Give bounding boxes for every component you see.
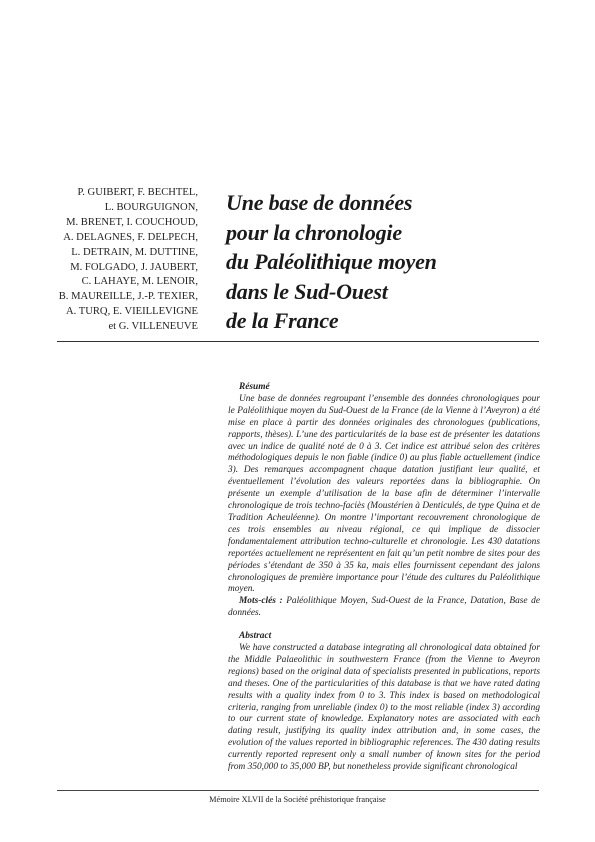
- title-line: pour la chronologie: [226, 219, 402, 245]
- author-line: B. MAUREILLE, J.-P. TEXIER,: [58, 291, 198, 303]
- title-line: Une base de données: [226, 190, 413, 215]
- abstract-text: We have constructed a database integrating all chronological data obtained for the Middle Palaeolithic in southwestern France (from the Vienne to Aveyron regions) based on the original data of specialists presented in publications, reports and theses. One of the particularities of this database is that we have rated dating results with a quality index from 0 to 3. This index is based on methodological criteria, ranging from unreliable (index 0) to the most reliable (index 3) according to our current state of knowledge. Explanatory notes are associated with each dating result, justifying its quality index attribution and, in some cases, the evolution of the values reported in bibliographic references. The 430 dating results currently reported represent only a small number of known sites for the period from 350,000 to 35,000 BP, but nonetheless provide significant chronological: [228, 643, 540, 773]
- author-line: M. FOLGADO, J. JAUBERT,: [70, 261, 198, 273]
- author-line: et G. VILLENEUVE: [108, 321, 198, 333]
- author-list: [40, 186, 198, 335]
- section-gap: [228, 620, 540, 631]
- title-line: dans le Sud-Ouest: [226, 278, 388, 304]
- keywords-label: Mots-clés :: [239, 596, 283, 607]
- journal-footer: Mémoire XLVII de la Société préhistorique française: [209, 795, 386, 804]
- title-line: du Paléolithique moyen: [226, 249, 437, 274]
- keywords-text: Paléolithique Moyen, Sud-Ouest de la France, Datation, Base de données.: [228, 596, 540, 619]
- title-line: de la France: [226, 308, 339, 333]
- author-line: A. DELAGNES, F. DELPECH,: [63, 231, 198, 243]
- author-line: L. BOURGUIGNON,: [104, 201, 198, 213]
- abstract-column: [228, 382, 540, 774]
- author-line: C. LAHAYE, M. LENOIR,: [81, 276, 198, 288]
- article-title: [226, 188, 566, 336]
- keywords-paragraph: [228, 596, 540, 620]
- footer-divider: [57, 790, 539, 791]
- author-line: M. BRENET, I. COUCHOUD,: [66, 216, 198, 228]
- author-line: P. GUIBERT, F. BECHTEL,: [77, 187, 198, 198]
- author-line: L. DETRAIN, M. DUTTINE,: [71, 246, 198, 258]
- resume-text: Une base de données regroupant l’ensemble des données chronologiques pour le Paléolithique moyen du Sud-Ouest de la France (de la Vienne à l’Aveyron) a été mise en place à partir des données originales des chronologues (publications, rapports, thèses). L’une des particularités de la base est de présenter les datations avec un indice de qualité noté de 0 à 3. Cet indice est attribué selon des critères méthodologiques depuis le non fiable (indice 0) au plus fiable actuellement (indice 3). Des remarques accompagnent chaque datation justifiant leur qualité, et éventuellement l’évolution des valeurs reportées dans la bibliographie. On présente un exemple d’utilisation de la base afin de déterminer l’intervalle chronologique de trois techno-faciès (Moustérien à Denticulés, de type Quina et de Tradition Acheuléenne). On montre l’important recouvrement chronologique de ces trois ensembles au niveau régional, ce qui implique de dissocier fondamentalement attribution techno-culturelle et chronologie. Les 430 datations reportées actuellement ne représentent en fait qu’un petit nombre de sites pour des périodes s’étendant de 350 à 35 ka, mais elles fournissent cependant des jalons chronologiques de première importance pour l’étude des cultures du Paléolithique moyen.: [228, 393, 540, 595]
- header-divider: [57, 341, 539, 342]
- abstract-heading: Abstract: [239, 631, 272, 642]
- resume-heading: Résumé: [239, 382, 270, 392]
- author-line: A. TURQ, E. VIEILLEVIGNE: [65, 306, 198, 318]
